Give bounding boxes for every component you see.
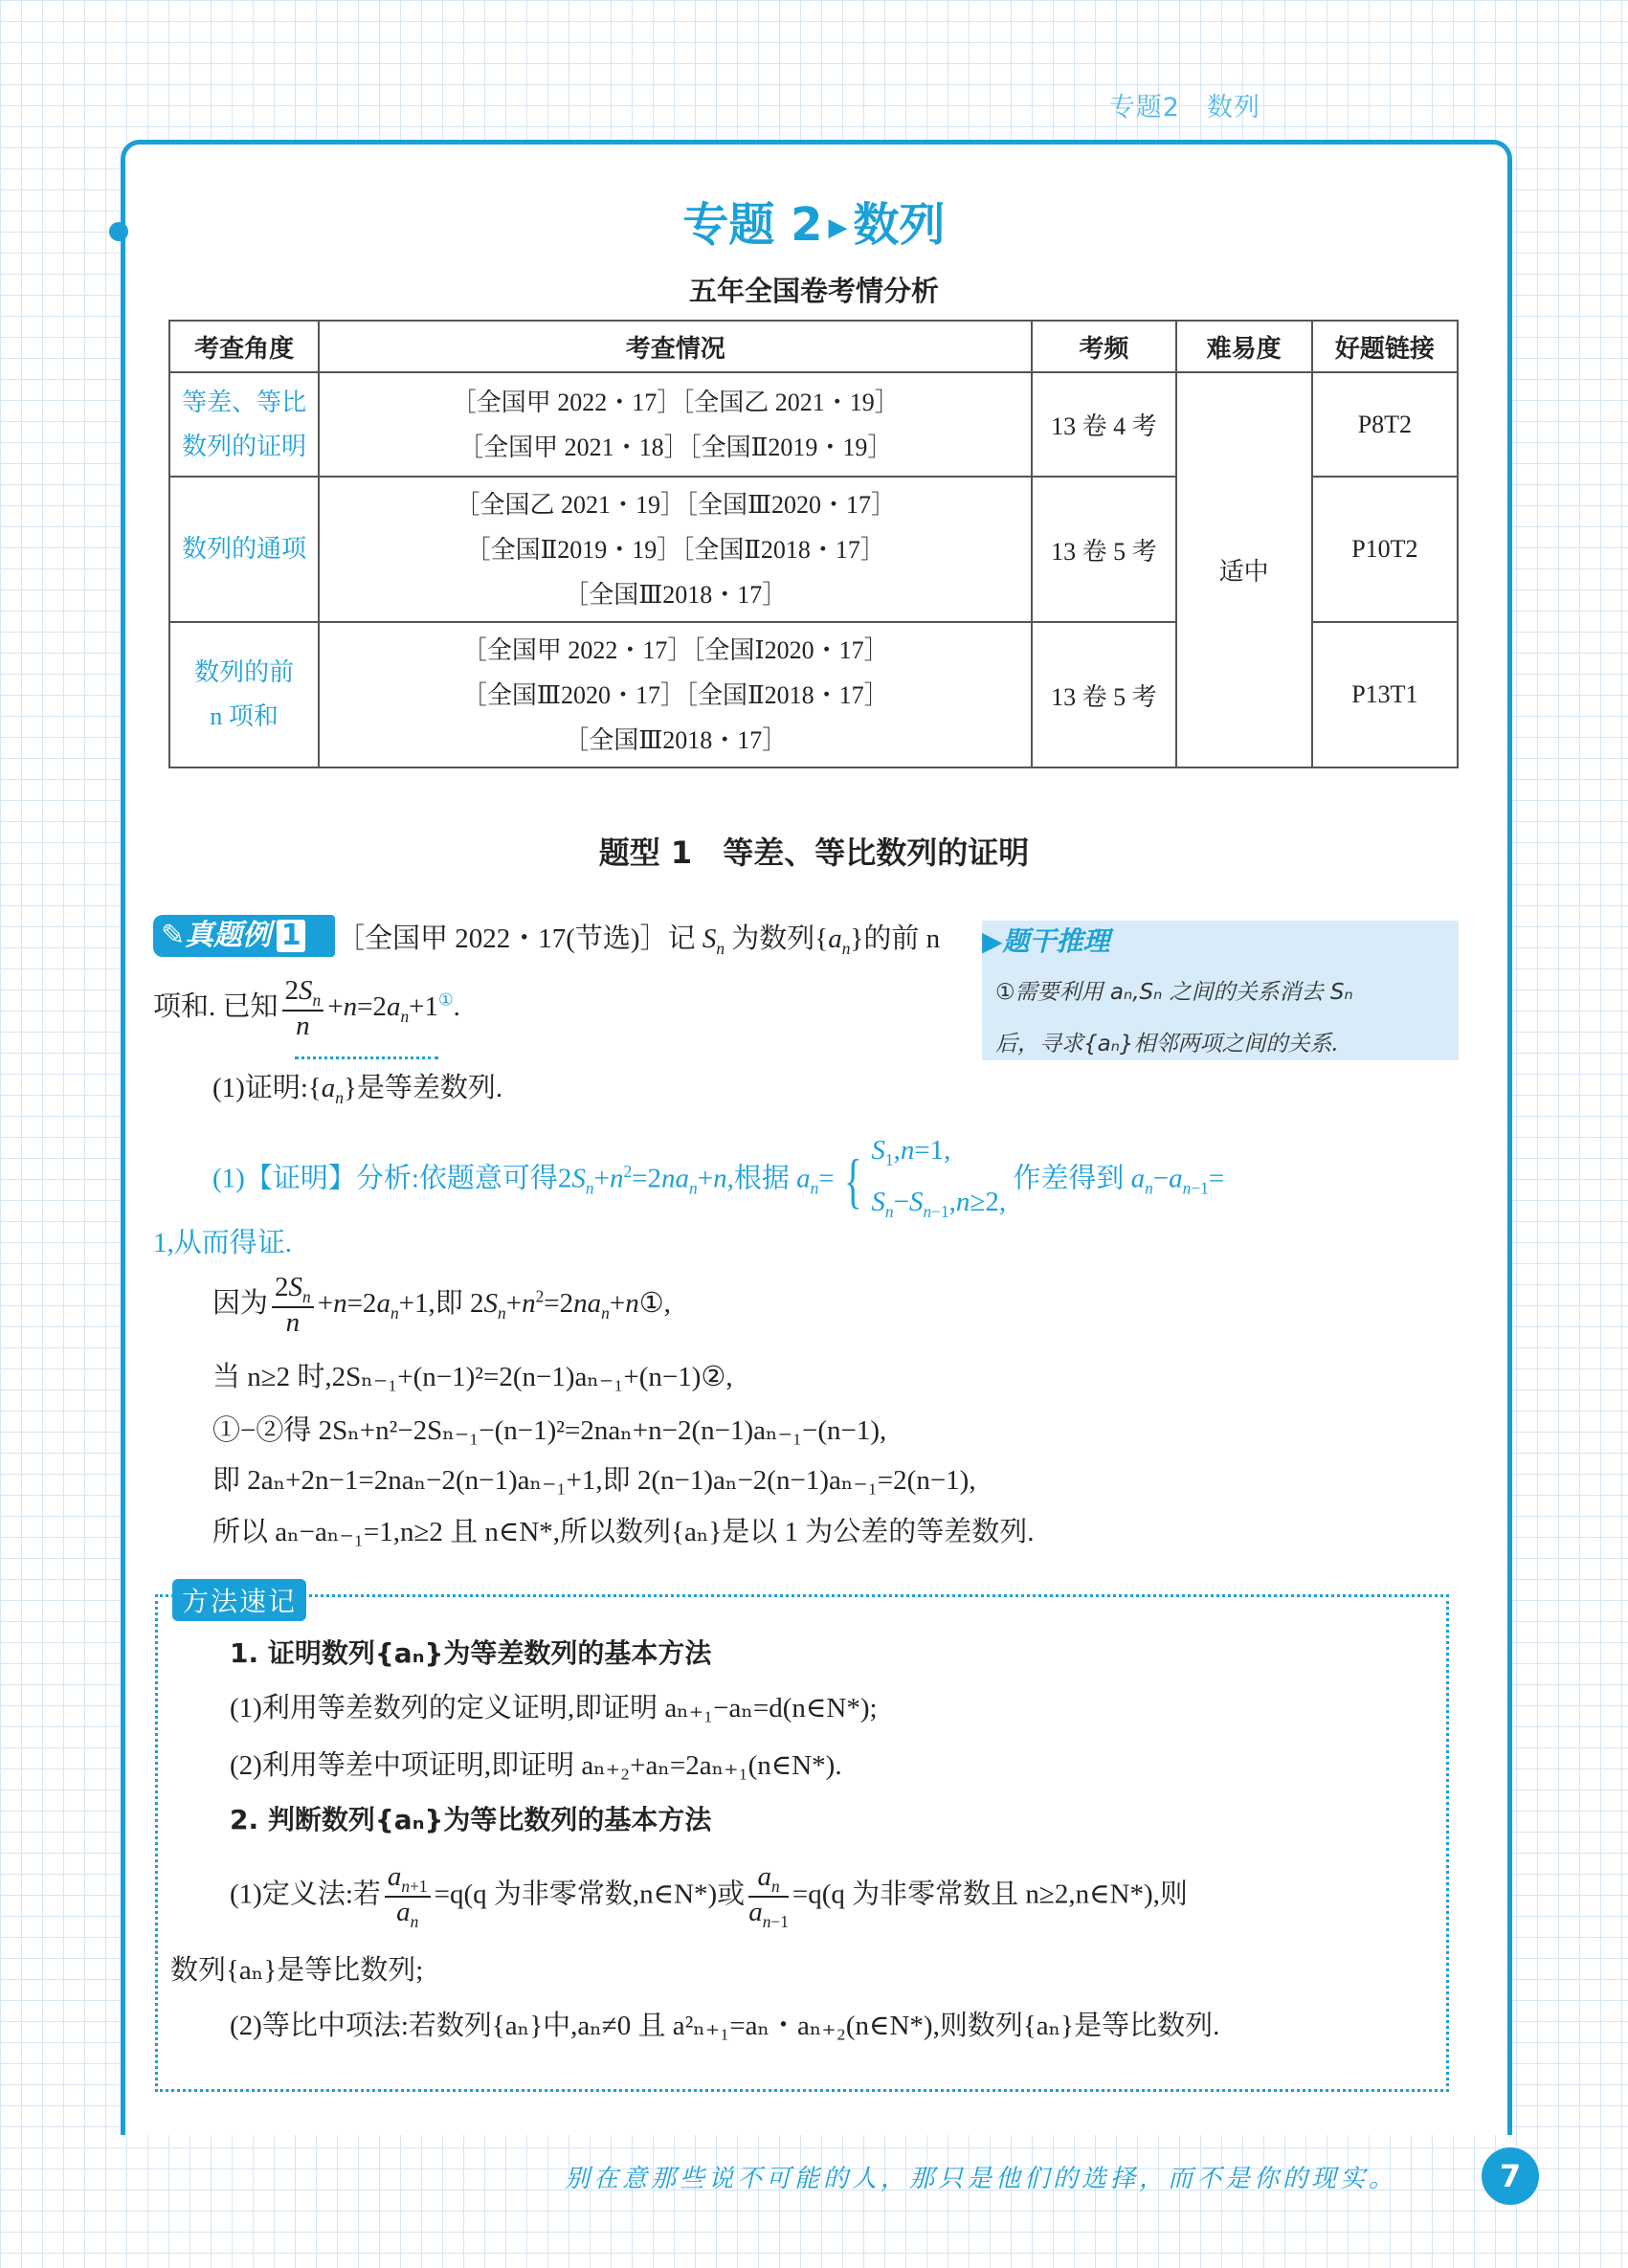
page-number: 7	[1482, 2147, 1539, 2205]
method-heading-1: 1. 证明数列{aₙ}为等差数列的基本方法	[230, 1637, 712, 1669]
analysis-line: (1)【证明】分析:依题意可得$2S_n+n^2=2na_n+n$,根据 $a_n=$ { $S_1,n=1$, $S_n-S_{n-1},n\ge 2$, 作差得到 $a_n-a_{n-1}=$	[212, 1135, 1225, 1221]
solution-line-2: 当 n≥2 时,2Sₙ₋₁+(n−1)²=2(n−1)aₙ₋₁+(n−1)②,	[212, 1362, 733, 1392]
section-title: 题型 1 等差、等比数列的证明	[598, 834, 1030, 871]
col-header: 考频	[1032, 321, 1175, 372]
table-header-row	[169, 321, 1458, 372]
fraction: $\frac{a_n}{a_{n-1}}$	[748, 1861, 789, 1931]
pencil-icon: ✎	[161, 919, 186, 952]
angle-cell: 数列的通项	[169, 477, 319, 622]
col-header: 难易度	[1176, 321, 1312, 372]
fraction: $\frac{a_{n+1}}{a_n}$	[385, 1862, 431, 1931]
method-item-3: (1)定义法:若 $\frac{a_{n+1}}{a_n}$ =q(q 为非零常数,n∈N*)或 $\frac{a_n}{a_{n-1}}$ =q(q 为非零常数且 n≥2,n∈N*),则	[230, 1861, 1188, 1931]
analysis-line-cont: 1,从而得证.	[153, 1228, 293, 1258]
freq-cell: 13 卷 4 考	[1032, 372, 1175, 477]
running-header: 专题2 数列	[1108, 93, 1260, 122]
chapter-title: 专题 2 ▶ 数列	[682, 198, 946, 252]
triangle-icon: ▶	[828, 213, 848, 242]
triangle-icon: ▶	[982, 925, 1003, 957]
freq-cell: 13 卷 5 考	[1032, 622, 1175, 767]
question-part-1: (1)证明$:\{a_n\}$是等差数列.	[212, 1073, 503, 1107]
situation-cell: ［全国乙 2021・19］［全国Ⅲ2020・17］ ［全国Ⅱ2019・19］［全国Ⅱ2018・17］ ［全国Ⅲ2018・17］	[319, 477, 1032, 622]
example-badge: ✎真题例 1	[153, 915, 335, 957]
inference-line-2: 后，寻求{aₙ}相邻两项之间的关系.	[995, 1032, 1339, 1056]
angle-cell: 等差、等比 数列的证明	[169, 372, 319, 477]
fraction: $\frac{2S_n}{n}$	[282, 976, 324, 1042]
link-cell: P8T2	[1312, 372, 1458, 477]
method-heading-2: 2. 判断数列{aₙ}为等比数列的基本方法	[230, 1804, 712, 1835]
inference-title: ▶题干推理	[982, 925, 1110, 957]
question-line-2: 项和. 已知 $\frac{2S_n}{n}$ $+n=2a_n+1^①$.	[153, 975, 460, 1041]
table-row	[169, 372, 1458, 477]
solution-line-3: ①−②得 2Sₙ+n²−2Sₙ₋₁−(n−1)²=2naₙ+n−2(n−1)aₙ₋₁−(n−1),	[212, 1415, 887, 1446]
difficulty-cell: 适中	[1176, 372, 1312, 767]
link-cell: P13T1	[1312, 622, 1458, 767]
inference-line-1: ①需要利用 aₙ,Sₙ 之间的关系消去 Sₙ	[995, 980, 1353, 1005]
link-cell: P10T2	[1312, 477, 1458, 622]
wavy-underline	[295, 1056, 438, 1059]
solution-line-1: 因为 $\frac{2S_n}{n}$ $+n=2a_n+1$,即 $2S_n+n^2=2na_n+n①$,	[212, 1272, 671, 1338]
angle-cell: 数列的前 n 项和	[169, 622, 319, 767]
situation-cell: ［全国甲 2022・17］［全国Ⅰ2020・17］ ［全国Ⅲ2020・17］［全国Ⅱ2018・17］ ［全国Ⅲ2018・17］	[319, 622, 1032, 767]
col-header: 考查情况	[319, 321, 1032, 372]
method-item-3-cont: 数列{aₙ}是等比数列;	[170, 1955, 424, 1986]
solution-line-5: 所以 aₙ−aₙ₋₁=1,n≥2 且 n∈N*,所以数列{aₙ}是以 1 为公差的等差数列.	[212, 1517, 1035, 1547]
fraction: $\frac{2S_n}{n}$	[272, 1273, 314, 1339]
table-title: 五年全国卷考情分析	[688, 275, 939, 307]
method-item-1: (1)利用等差数列的定义证明,即证明 aₙ₊₁−aₙ=d(n∈N*);	[230, 1693, 878, 1723]
exam-analysis-table	[168, 320, 1459, 768]
col-header: 好题链接	[1312, 321, 1458, 372]
situation-cell: ［全国甲 2022・17］［全国乙 2021・19］ ［全国甲 2021・18］［全国Ⅱ2019・19］	[319, 372, 1032, 477]
question-line-1: ［全国甲 2022・17(节选)］记 $S_n$ 为数列$\{a_n\}$的前 n	[337, 923, 941, 958]
solution-line-4: 即 2aₙ+2n−1=2naₙ−2(n−1)aₙ₋₁+1,即 2(n−1)aₙ−2(n−1)aₙ₋₁=2(n−1),	[212, 1465, 976, 1496]
method-tag: 方法速记	[172, 1579, 306, 1621]
col-header: 考查角度	[169, 321, 319, 372]
footer-quote: 别在意那些说不可能的人，那只是他们的选择，而不是你的现实。	[565, 2165, 1398, 2193]
freq-cell: 13 卷 5 考	[1032, 477, 1175, 622]
method-item-4: (2)等比中项法:若数列{aₙ}中,aₙ≠0 且 a²ₙ₊₁=aₙ・aₙ₊₂(n∈N*),则数列{aₙ}是等比数列.	[230, 2011, 1220, 2041]
method-item-2: (2)利用等差中项证明,即证明 aₙ₊₂+aₙ=2aₙ₊₁(n∈N*).	[230, 1750, 842, 1781]
